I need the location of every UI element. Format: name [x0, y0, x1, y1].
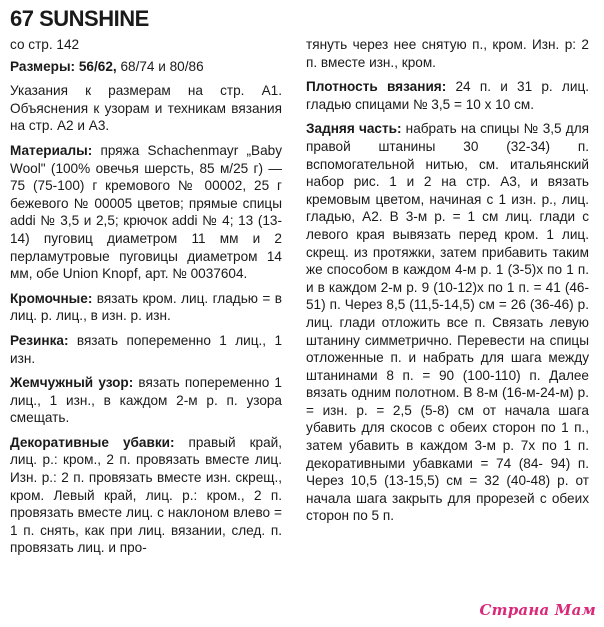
sizes-label: Размеры: 56/62, — [10, 58, 117, 74]
pattern-title: 67 SUNSHINE — [10, 6, 149, 31]
back-piece-label: Задняя часть: — [306, 121, 402, 137]
rib-label: Резинка: — [10, 332, 69, 348]
pearl-pattern-text: вязать попеременно 1 лиц., 1 изн., в каждом 2-м р. п. узора смещать. — [10, 375, 282, 426]
site-watermark: Страна Мам — [479, 601, 596, 619]
pearl-pattern-label: Жемчужный узор: — [10, 375, 134, 391]
gauge-label: Плотность вязания: — [306, 79, 447, 95]
rib-text: вязать попеременно 1 лиц., 1 изн. — [10, 332, 282, 366]
right-column — [306, 36, 589, 532]
size-instructions: Указания к размерам на стр. А1. Объяснения к узорам и техникам вязания на стр. А2 и А3. — [10, 83, 282, 134]
rib-paragraph — [10, 332, 282, 367]
edge-stitch-text: вязать кром. лиц. гладью = в лиц. р. лиц., в изн. р. изн. — [10, 290, 282, 324]
sizes-values: 68/74 и 80/86 — [116, 58, 204, 74]
page-reference: со стр. 142 — [10, 37, 80, 52]
decorative-decrease-text: правый край, лиц. р.: кром., 2 п. провязать вместе лиц. Изн. р.: 2 п. провязать вместе изн. скрещ., кром. Левый край, лиц. р.: кром., 2 п. провязать вместе лиц. с наклоном влево = 1 п. снять, как при лиц. вязании, след. п. провязать лиц. и про- — [10, 434, 283, 556]
materials-label: Материалы: — [10, 142, 93, 158]
decrease-continued: тянуть через нее снятую п., кром. Изн. р: 2 п. вместе изн., кром. — [306, 37, 589, 70]
decorative-decrease-paragraph — [10, 434, 282, 557]
materials-paragraph — [10, 142, 282, 283]
materials-text: пряжа Schachenmayr „Baby Wool" (100% овечья шерсть, 85 м/25 г) — 75 (75-100) г кремового № 00002, 25 г бежевого № 00005 цветов; прямые спицы addi № 3,5 и 2,5; крючок addi № 4; 13 (13-14) пуговиц диаметром 11 мм и 2 перламутровые пуговицы диаметром 14 мм, обе Union Knopf, арт. № 0037604. — [10, 142, 282, 282]
decorative-decrease-label: Декоративные убавки: — [10, 434, 175, 450]
sizes-paragraph — [10, 58, 282, 76]
back-piece-text: набрать на спицы № 3,5 для правой штанины 30 (32-34) п. вспомогательной нитью, см. итальянский набор рис. 1 и 2 на стр. А3, и вязать кремовым цветом, начиная с 1 изн. р., лиц. гладью, А2. В 3-м р. = 1 см лиц. глади с левого края вывязать перед кром. 1 лиц. скрещ. из протяжки, затем прибавить таким же способом в каждом 4-м р. 1 (3-5)х по 1 п. и в каждом 2-м р. 9 (10-12)х по 1 п. = 41 (46-51) п. Через 8,5 (11,5-14,5) см = 26 (36-46) р. лиц. глади отложить все п. Связать левую штанину симметрично. Перевести на спицы отложенные п. и набрать для шага между штанинами 8 п. = 90 (100-110) п. Далее вязать одним полотном. В 8-м (16-м-24-м) р. = изн. р. = 2,5 (5-8) см от начала шага убавить для скосов с обеих сторон по 1 п., затем убавить в каждом 3-м р. 7х по 1 п. декоративными убавками = 74 (84- 94) п. Через 10,5 (13-15,5) см = 32 (40-48) р. от начала шага закрыть для прорезей с обеих сторон по 5 п. — [306, 121, 589, 524]
edge-stitch-label: Кромочные: — [10, 290, 93, 306]
left-column — [10, 36, 282, 564]
gauge-paragraph — [306, 78, 589, 113]
back-piece-paragraph — [306, 120, 589, 525]
gauge-text: 24 п. и 31 р. лиц. гладью спицами № 3,5 = 10 х 10 см. — [306, 79, 590, 112]
edge-stitch-paragraph — [10, 290, 282, 325]
pearl-pattern-paragraph — [10, 374, 282, 427]
